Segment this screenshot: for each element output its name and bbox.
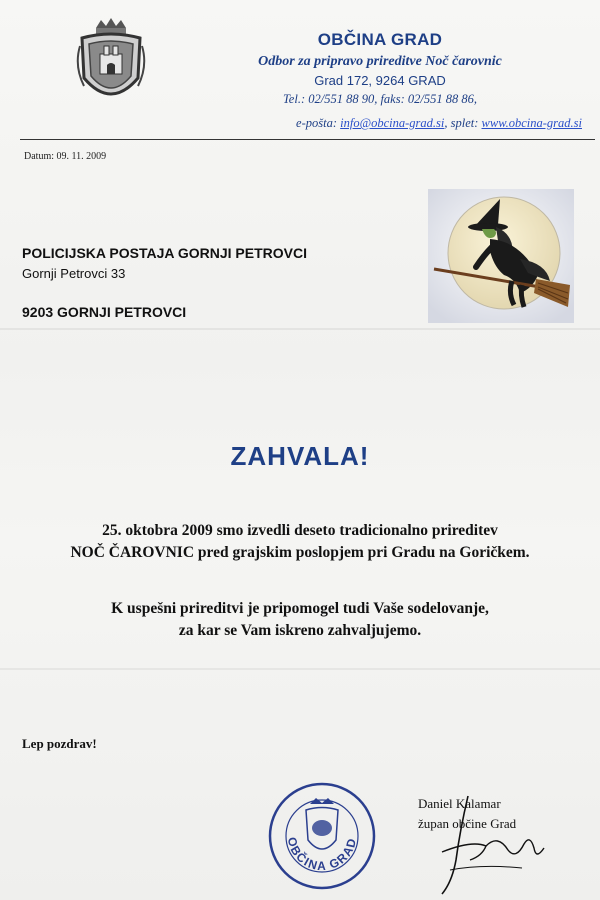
coat-of-arms-icon xyxy=(76,16,146,110)
email-label: e-pošta: xyxy=(296,116,338,130)
body-line: K uspešni prireditvi je pripomogel tudi Vaše sodelovanje, xyxy=(111,600,489,617)
handwritten-signature xyxy=(412,790,562,895)
signatory-name: Daniel Kalamar xyxy=(418,796,501,811)
body-line: 25. oktobra 2009 smo izvedli deseto tradicionalno prireditev xyxy=(102,522,498,539)
org-name: OBČINA GRAD xyxy=(317,30,443,49)
body-line: za kar se Vam iskreno zahvaljujemo. xyxy=(178,622,422,639)
body-paragraph-2 xyxy=(0,598,600,642)
org-contacts xyxy=(190,116,582,131)
letterhead xyxy=(190,30,570,107)
signatory-role: župan občine Grad xyxy=(418,816,517,831)
recipient-street: Gornji Petrovci 33 xyxy=(22,266,126,281)
org-phones: Tel.: 02/551 88 90, faks: 02/551 88 86, xyxy=(283,92,477,106)
paper-fold xyxy=(0,328,600,330)
web-label: , splet: xyxy=(444,116,479,130)
letter-title: ZAHVALA! xyxy=(230,441,370,471)
recipient-name: POLICIJSKA POSTAJA GORNJI PETROVCI xyxy=(22,245,307,261)
committee-name: Odbor za pripravo prireditve Noč čarovnic xyxy=(258,54,502,69)
witch-on-broom-illustration xyxy=(428,189,574,323)
closing-greeting: Lep pozdrav! xyxy=(22,736,97,751)
body-line: NOČ ČAROVNIC pred grajskim poslopjem pri Gradu na Goričkem. xyxy=(70,544,530,561)
letter-date: Datum: 09. 11. 2009 xyxy=(24,151,107,162)
recipient-city: 9203 GORNJI PETROVCI xyxy=(22,304,187,320)
website-link[interactable]: www.obcina-grad.si xyxy=(481,116,582,130)
stamp-text: OBČINA GRAD xyxy=(284,835,360,873)
official-stamp xyxy=(266,780,378,892)
body-paragraph-1 xyxy=(0,520,600,564)
email-link[interactable]: info@obcina-grad.si xyxy=(340,116,445,130)
header-divider xyxy=(20,139,595,140)
paper-fold xyxy=(0,668,600,670)
recipient-block xyxy=(22,245,307,320)
svg-text:OBČINA GRAD xyxy=(285,836,360,873)
org-address: Grad 172, 9264 GRAD xyxy=(314,73,446,88)
